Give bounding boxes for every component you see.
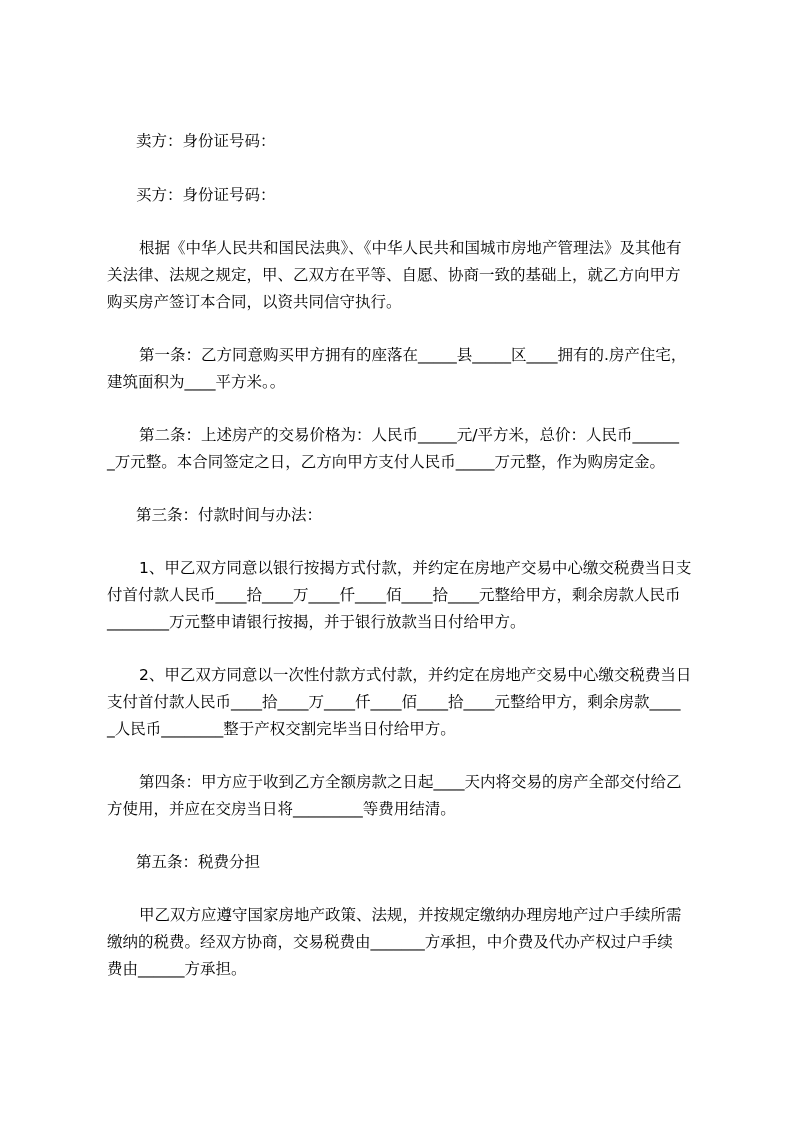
buyer-id-line: 买方：身份证号码： <box>136 186 276 204</box>
article-3-heading: 第三条：付款时间与办法： <box>136 506 323 524</box>
article-3-item-1-line-3: ________万元整申请银行按揭，并于银行放款当日付给甲方。 <box>107 613 526 631</box>
article-3-item-2-line-2: 支付首付款人民币____拾____万____仟____佰____拾____元整给甲方，剩余房款____ <box>107 693 681 711</box>
preamble-line-3: 购买房产签订本合同，以资共同信守执行。 <box>107 293 402 311</box>
article-3-item-2-line-3: _人民币________整于产权交割完毕当日付给甲方。 <box>107 720 456 738</box>
article-5-line-2: 缴纳的税费。经双方协商，交易税费由_______方承担，中介费及代办产权过户手续 <box>107 933 673 951</box>
article-4-line-2: 方使用，并应在交房当日将_________等费用结清。 <box>107 800 456 818</box>
article-1-line-2: 建筑面积为____平方米。。 <box>107 373 286 391</box>
article-5-heading: 第五条：税费分担 <box>136 853 261 871</box>
article-4-line-1: 第四条：甲方应于收到乙方全额房款之日起____天内将交易的房产全部交付给乙 <box>139 773 682 791</box>
article-5-line-3: 费由______方承担。 <box>107 960 247 978</box>
preamble-line-1: 根据《中华人民共和国民法典》、《中华人民共和国城市房地产管理法》及其他有 <box>139 239 682 257</box>
article-5-line-1: 甲乙双方应遵守国家房地产政策、法规，并按规定缴纳办理房地产过户手续所需 <box>139 906 682 924</box>
article-3-item-1-line-2: 付首付款人民币____拾____万____仟____佰____拾____元整给甲方，剩余房款人民币 <box>107 586 681 604</box>
seller-id-line: 卖方：身份证号码： <box>136 132 276 150</box>
article-1-line-1: 第一条：乙方同意购买甲方拥有的座落在_____县_____区____拥有的.房产住宅， <box>139 346 687 364</box>
article-3-item-1-line-1: 1、甲乙双方同意以银行按揭方式付款，并约定在房地产交易中心缴交税费当日支 <box>139 559 692 577</box>
article-3-item-2-line-1: 2、甲乙双方同意以一次性付款方式付款，并约定在房地产交易中心缴交税费当日 <box>139 666 692 684</box>
article-2-line-1: 第二条：上述房产的交易价格为：人民币_____元/平方米，总价：人民币______ <box>139 426 679 444</box>
preamble-line-2: 关法律、法规之规定，甲、乙双方在平等、自愿、协商一致的基础上，就乙方向甲方 <box>107 266 681 284</box>
article-2-line-2: _万元整。本合同签定之日，乙方向甲方支付人民币_____万元整，作为购房定金。 <box>107 453 666 471</box>
